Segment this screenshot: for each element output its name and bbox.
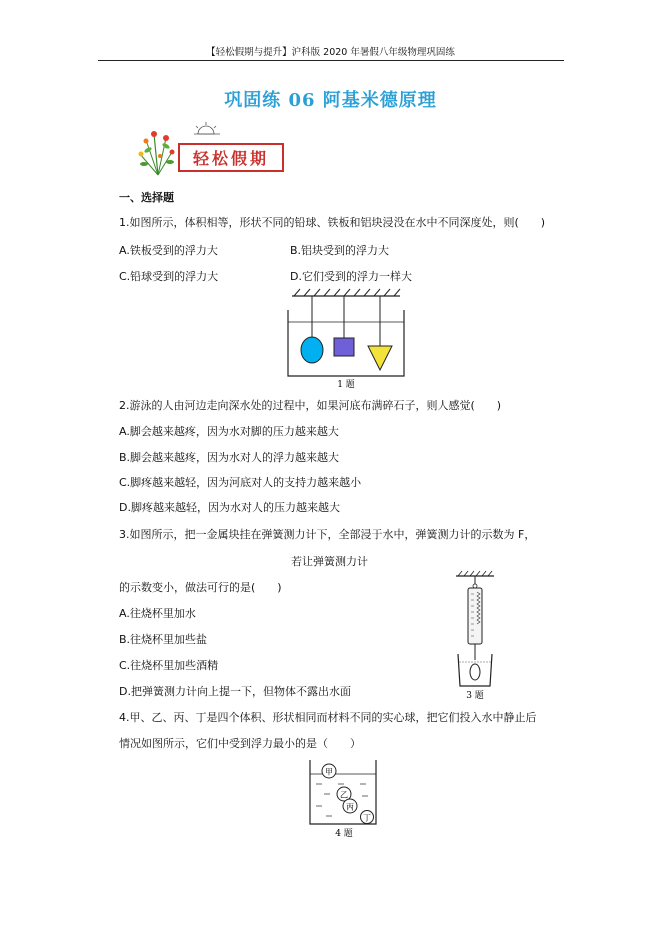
spring-scale-icon: [468, 588, 482, 644]
q3-figure: [446, 570, 504, 702]
q4-figure: [304, 756, 384, 840]
section-heading: 一、选择题: [119, 191, 174, 204]
flower-icon: [139, 131, 175, 175]
q2-option-d: D.脚疼越来越轻，因为水对人的压力越来越大: [119, 501, 340, 514]
q1-option-d: D.它们受到的浮力一样大: [290, 270, 412, 283]
q1-option-b: B.铝块受到的浮力大: [290, 244, 390, 257]
q4-stem-line2: 情况如图所示，它们中受到浮力最小的是（ ）: [119, 737, 361, 750]
q1-stem: 1.如图所示，体积相等，形状不同的铅球、铁板和铝块浸没在水中不同深度处，则( ): [119, 216, 546, 229]
q1-option-c: C.铅球受到的浮力大: [119, 270, 219, 283]
page-header: 【轻松假期与提升】沪科版 2020 年暑假八年级物理巩固练: [206, 47, 455, 58]
q4-stem-line1: 4.甲、乙、丙、丁是四个体积、形状相同而材料不同的实心球，把它们投入水中静止后: [119, 711, 537, 724]
lead-ball-shape: [301, 337, 323, 363]
q1-option-a: A.铁板受到的浮力大: [119, 244, 218, 257]
q2-option-a: A.脚会越来越疼，因为水对脚的压力越来越大: [119, 425, 339, 438]
q3-option-b: B.往烧杯里加些盐: [119, 633, 208, 646]
ball-bing-label: 丙: [346, 802, 354, 812]
q1-figure-caption: 1 题: [337, 380, 355, 390]
metal-block-shape: [470, 664, 480, 680]
q2-option-b: B.脚会越来越疼，因为水对人的浮力越来越大: [119, 451, 340, 464]
q3-stem-line1: 3.如图所示，把一金属块挂在弹簧测力计下，全部浸于水中，弹簧测力计的示数为 F，: [119, 528, 536, 541]
banner-label: 轻松假期: [192, 149, 270, 168]
q3-option-d: D.把弹簧测力计向上提一下，但物体不露出水面: [119, 685, 351, 698]
q2-stem: 2.游泳的人由河边走向深水处的过程中，如果河底布满碎石子，则人感觉( ): [119, 399, 502, 412]
header-rule: [98, 60, 564, 61]
q3-option-a: A.往烧杯里加水: [119, 607, 196, 620]
ball-ding-label: 丁: [363, 813, 371, 823]
sun-icon: [194, 122, 220, 134]
q3-stem-line3: 的示数变小，做法可行的是( ): [119, 581, 282, 594]
ball-jia-label: 甲: [325, 767, 333, 777]
q3-stem-line2: 若让弹簧测力计: [291, 555, 368, 568]
banner-graphic: [136, 120, 286, 178]
q1-figure: [282, 286, 410, 390]
q3-figure-caption: 3 题: [466, 691, 484, 701]
page-title: 巩固练 06 阿基米德原理: [224, 90, 437, 111]
ball-yi-label: 乙: [340, 790, 348, 800]
aluminum-block-shape: [368, 346, 392, 370]
iron-plate-shape: [334, 338, 354, 356]
q3-option-c: C.往烧杯里加些酒精: [119, 659, 219, 672]
q2-option-c: C.脚疼越来越轻，因为河底对人的支持力越来越小: [119, 476, 362, 489]
q4-figure-caption: 4 题: [335, 829, 353, 839]
